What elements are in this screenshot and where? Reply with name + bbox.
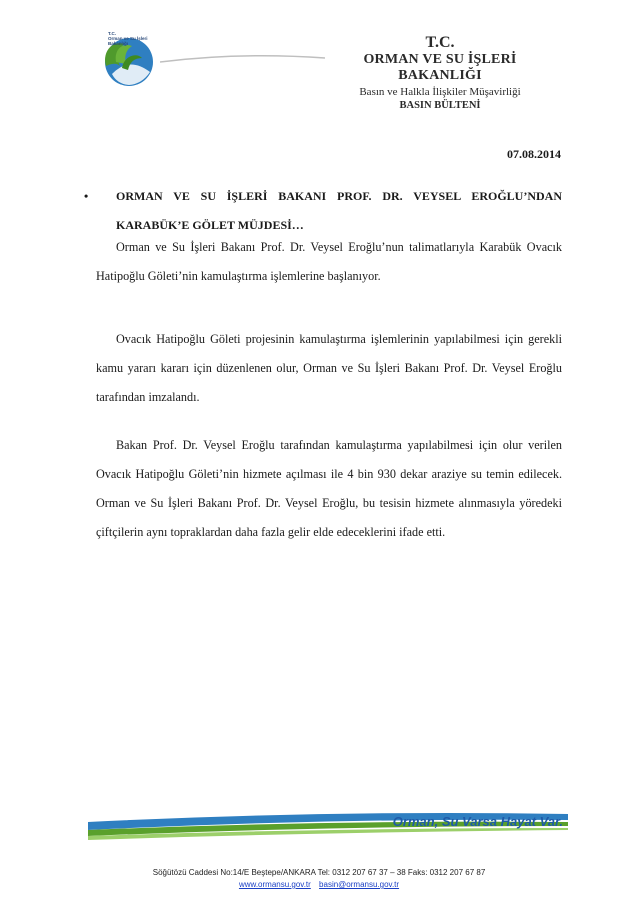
paragraph-text: Bakan Prof. Dr. Veysel Eroğlu tarafından kamulaştırma yapılabilmesi için olur verilen Ovacık Hatipoğlu Göleti’nin hizmete açılması ile 4 bin 930 dekar araziye su temin edilecek. Orman ve Su İşleri Bakanı Prof. Dr. Veysel Eroğlu, bu tesisin hizmete alınmasıyla yöredeki çiftçilerin aynı topraklardan daha fazla gelir elde edeceklerini ifade etti. [96, 438, 562, 539]
website-link[interactable]: www.ormansu.gov.tr [238, 880, 311, 889]
header-ministry: ORMAN VE SU İŞLERİ BAKANLIĞI [363, 52, 517, 83]
paragraph-text: Orman ve Su İşleri Bakanı Prof. Dr. Veysel Eroğlu’nun talimatlarıyla Karabük Ovacık Hatipoğlu Göleti’nin kamulaştırma işlemlerine başlanıyor. [96, 240, 562, 283]
header-advisory: Basın ve Halkla İlişkiler Müşavirliği [359, 86, 521, 98]
logo-line-2: Orman ve Su İşleri [108, 36, 148, 41]
headline [84, 182, 562, 240]
letterhead [320, 34, 560, 112]
paragraph-text: Ovacık Hatipoğlu Göleti projesinin kamulaştırma işlemlerinin yapılabilmesi için gerekli kamu yararı kararı için düzenlenen olur, Orman ve Su İşleri Bakanı Prof. Dr. Veysel Eroğlu tarafından imzalandı. [96, 332, 562, 404]
logo-line-3: Bakanlığı [108, 41, 129, 46]
footer-slogan: Orman, Su Varsa Hayat Var. [392, 814, 563, 829]
headline-text: ORMAN VE SU İŞLERİ BAKANI PROF. DR. VEYSEL EROĞLU’NDAN KARABÜK’E GÖLET MÜJDESİ… [116, 189, 562, 232]
paragraph-2 [96, 325, 562, 412]
paragraph-3 [96, 431, 562, 547]
footer-links [0, 880, 638, 889]
bullet-icon: • [84, 189, 89, 203]
email-link[interactable]: basin@ormansu.gov.tr [319, 880, 400, 889]
logo-caption [108, 31, 148, 46]
header-tc: T.C. [425, 34, 455, 51]
header-bulletin: BASIN BÜLTENİ [399, 100, 481, 111]
header-swoosh [160, 54, 325, 64]
logo-line-1: T.C. [108, 31, 117, 36]
paragraph-1 [96, 233, 562, 291]
release-date: 07.08.2014 [507, 147, 561, 161]
footer-address: Söğütözü Caddesi No:14/E Beştepe/ANKARA Tel: 0312 207 67 37 – 38 Faks: 0312 207 67 87 [152, 868, 486, 877]
